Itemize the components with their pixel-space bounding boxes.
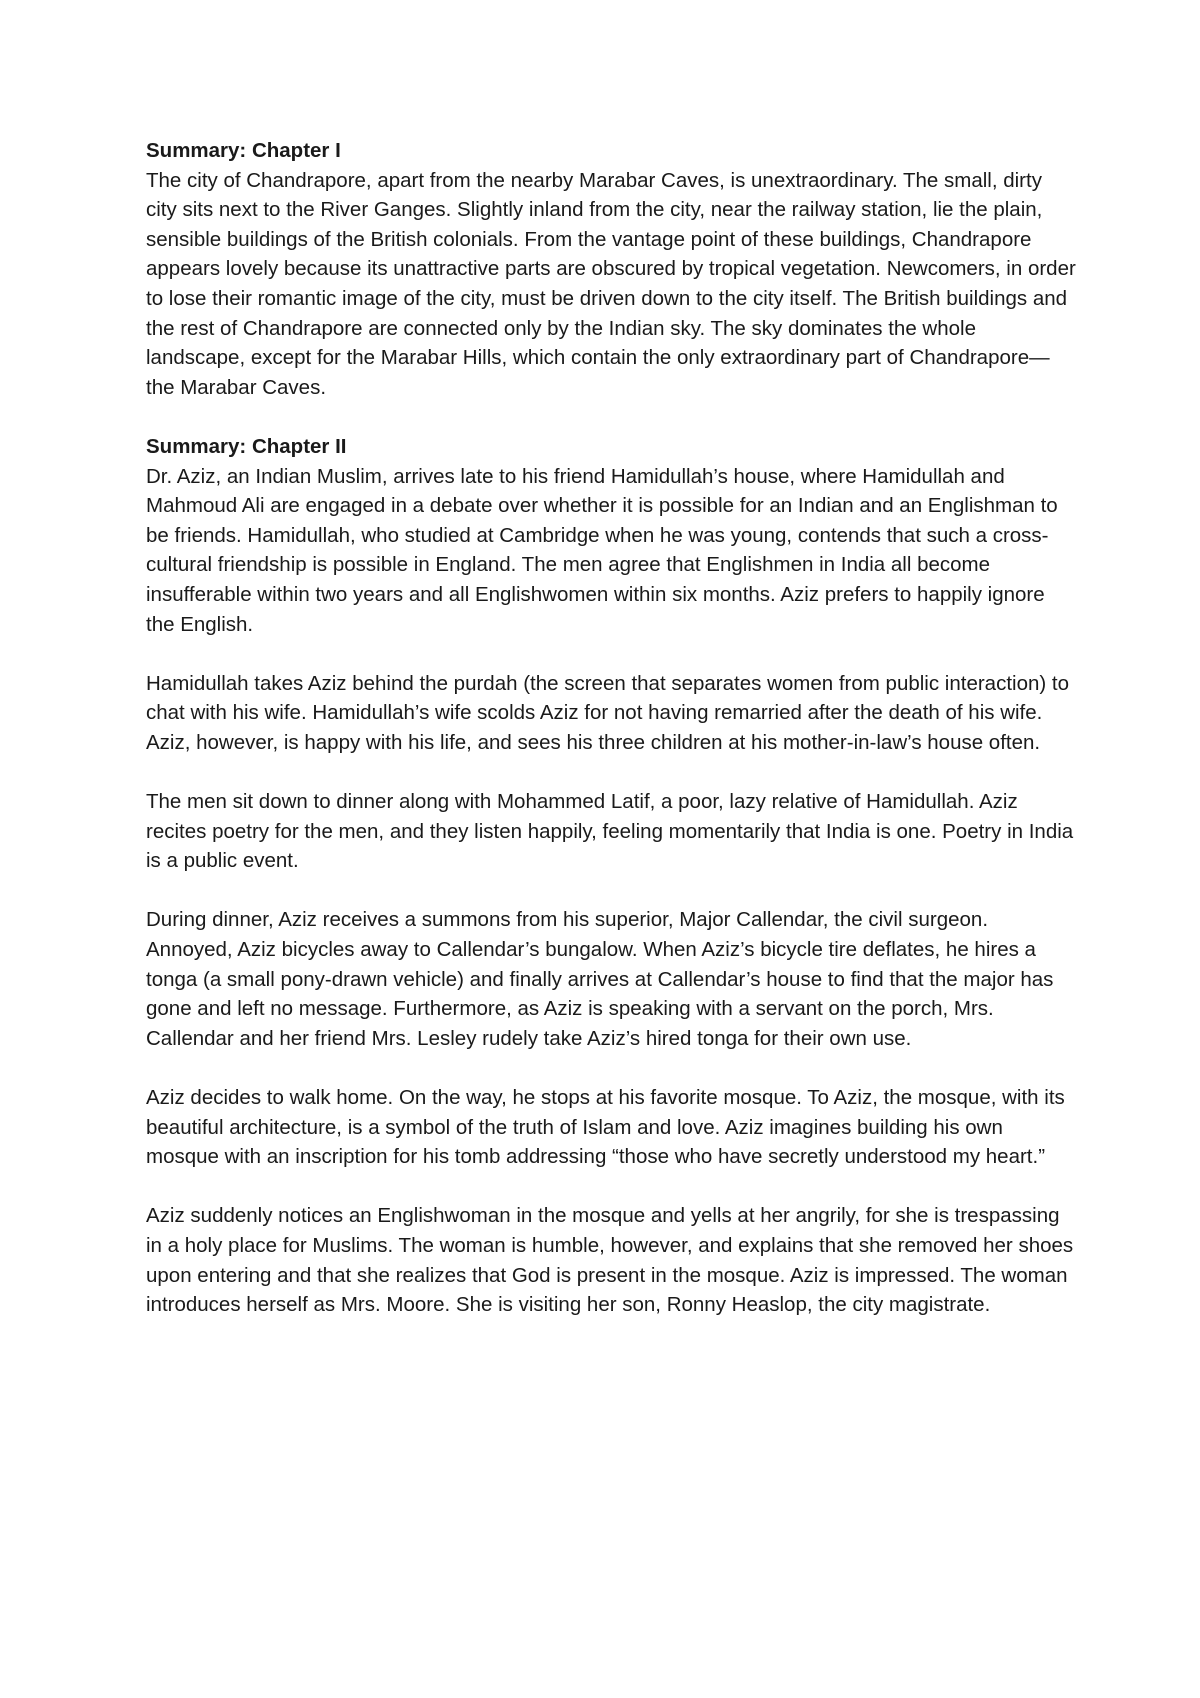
paragraph: During dinner, Aziz receives a summons from his superior, Major Callendar, the civil surgeon. Annoyed, Aziz bicycles away to Callendar’s bungalow. When Aziz’s bicycle tire deflates, he hires a tonga (a small pony-drawn vehicle) and finally arrives at Callendar’s house to find that the major has gone and left no message. Furthermore, as Aziz is speaking with a servant on the porch, Mrs. Callendar and her friend Mrs. Lesley rudely take Aziz’s hired tonga for their own use. xyxy=(146,908,1054,1050)
section-heading: Summary: Chapter II xyxy=(146,434,347,458)
paragraph: The men sit down to dinner along with Mohammed Latif, a poor, lazy relative of Hamidullah. Aziz recites poetry for the men, and they listen happily, feeling momentarily that India is one. Poetry in India is a public event. xyxy=(146,790,1074,873)
section-chapter-2 xyxy=(146,432,1076,1320)
section-chapter-1 xyxy=(146,136,1076,402)
paragraph: Hamidullah takes Aziz behind the purdah (the screen that separates women from public interaction) to chat with his wife. Hamidullah’s wife scolds Aziz for not having remarried after the death of his wife. Aziz, however, is happy with his life, and sees his three children at his mother-in-law’s house often. xyxy=(146,671,1070,754)
paragraph: The city of Chandrapore, apart from the nearby Marabar Caves, is unextraordinary. The small, dirty city sits next to the River Ganges. Slightly inland from the city, near the railway station, lie the plain, sensible buildings of the British colonials. From the vantage point of these buildings, Chandrapore appears lovely because its unattractive parts are obscured by tropical vegetation. Newcomers, in order to lose their romantic image of the city, must be driven down to the city itself. The British buildings and the rest of Chandrapore are connected only by the Indian sky. The sky dominates the whole landscape, except for the Marabar Hills, which contain the only extraordinary part of Chandrapore—the Marabar Caves. xyxy=(146,168,1076,399)
paragraph: Aziz decides to walk home. On the way, he stops at his favorite mosque. To Aziz, the mosque, with its beautiful architecture, is a symbol of the truth of Islam and love. Aziz imagines building his own mosque with an inscription for his tomb addressing “those who have secretly understood my heart.” xyxy=(146,1086,1065,1169)
section-heading: Summary: Chapter I xyxy=(146,139,341,162)
paragraph: Dr. Aziz, an Indian Muslim, arrives late to his friend Hamidullah’s house, where Hamidullah and Mahmoud Ali are engaged in a debate over whether it is possible for an Indian and an Englishman to be friends. Hamidullah, who studied at Cambridge when he was young, contends that such a cross-cultural friendship is possible in England. The men agree that Englishmen in India all become insufferable within two years and all Englishwomen within six months. Aziz prefers to happily ignore the English. xyxy=(146,464,1058,636)
paragraph: Aziz suddenly notices an Englishwoman in the mosque and yells at her angrily, for she is trespassing in a holy place for Muslims. The woman is humble, however, and explains that she removed her shoes upon entering and that she realizes that God is present in the mosque. Aziz is impressed. The woman introduces herself as Mrs. Moore. She is visiting her son, Ronny Heaslop, the city magistrate. xyxy=(146,1204,1074,1317)
document-page xyxy=(146,136,1076,1349)
